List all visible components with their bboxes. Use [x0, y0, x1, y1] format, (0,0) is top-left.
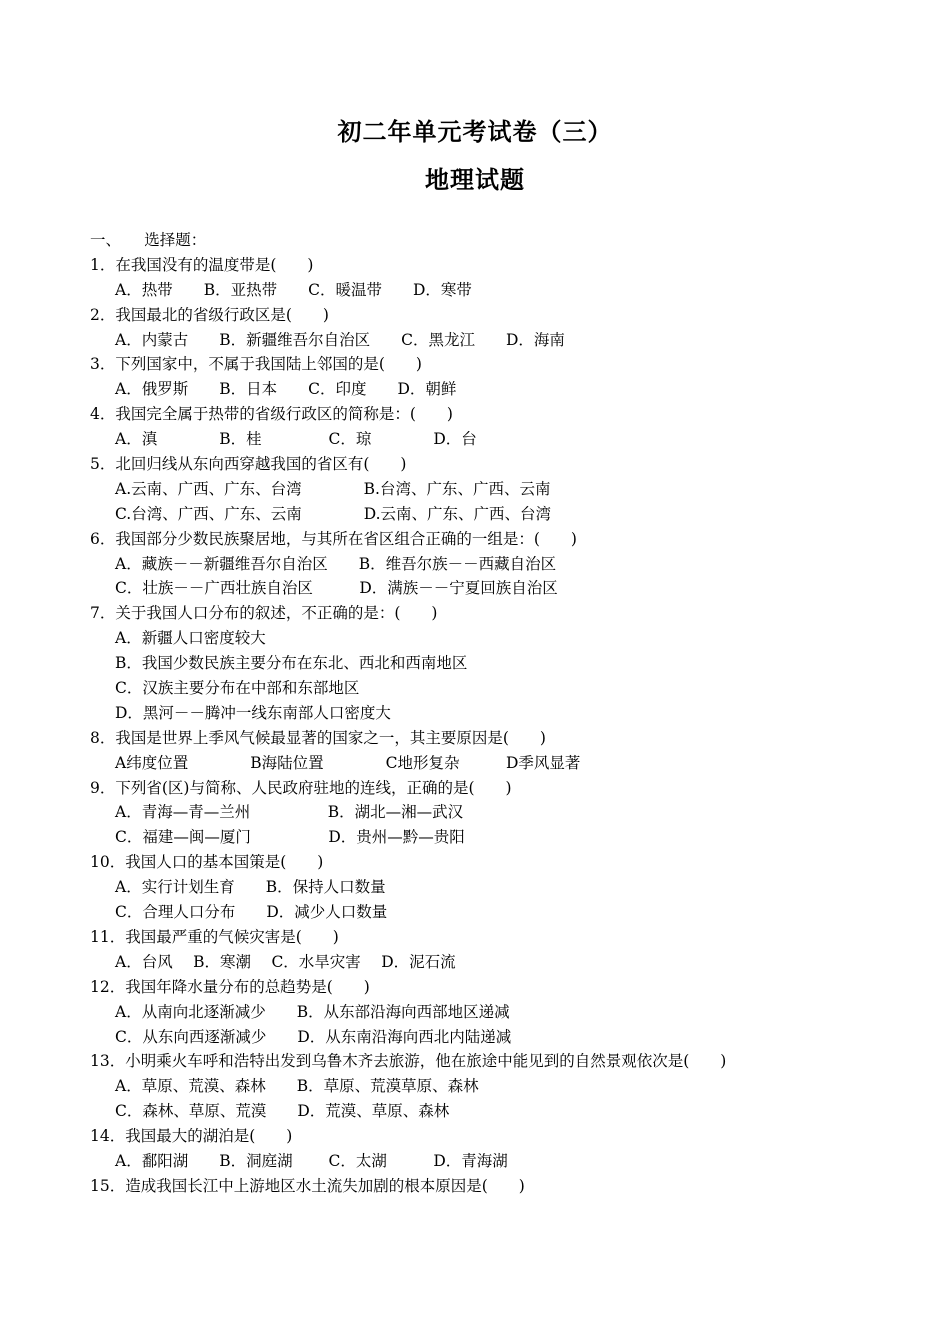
answer-options: C．汉族主要分布在中部和东部地区	[115, 679, 360, 698]
answer-options: A．青海—青—兰州 B．湖北—湘—武汉	[115, 803, 464, 822]
question-text: 10．我国人口的基本国策是( )	[90, 853, 324, 872]
answer-options: A．台风 B．寒潮 C．水旱灾害 D．泥石流	[115, 952, 456, 971]
exam-title: 初二年单元考试卷（三）	[337, 118, 613, 146]
exam-subtitle: 地理试题	[425, 166, 525, 194]
answer-options: C．合理人口分布 D．减少人口数量	[115, 903, 388, 922]
answer-options: C．从东向西逐渐减少 D．从东南沿海向西北内陆递减	[115, 1027, 512, 1046]
question-text: 15．造成我国长江中上游地区水土流失加剧的根本原因是( )	[90, 1176, 525, 1195]
answer-options: C．壮族－－广西壮族自治区 D．满族－－宁夏回族自治区	[115, 579, 558, 598]
answer-options: A．俄罗斯 B．日本 C．印度 D．朝鲜	[115, 380, 457, 399]
answer-options: C.台湾、广西、广东、云南 D.云南、广东、广西、台湾	[115, 504, 552, 523]
answer-options: A纬度位置 B海陆位置 C地形复杂 D季风显著	[115, 753, 581, 772]
answer-options: A．热带 B．亚热带 C．暖温带 D．寒带	[115, 280, 472, 299]
answer-options: A．内蒙古 B．新疆维吾尔自治区 C．黑龙江 D．海南	[115, 330, 565, 349]
question-text: 9．下列省(区)与简称、人民政府驻地的连线，正确的是( )	[90, 778, 512, 797]
question-text: 5．北回归线从东向西穿越我国的省区有( )	[90, 455, 407, 474]
answer-options: C．福建—闽—厦门 D．贵州—黔—贵阳	[115, 828, 465, 847]
answer-options: A．从南向北逐渐减少 B．从东部沿海向西部地区递减	[115, 1002, 510, 1021]
question-text: 14．我国最大的湖泊是( )	[90, 1127, 293, 1146]
answer-options: A．草原、荒漠、森林 B．草原、荒漠草原、森林	[115, 1077, 479, 1096]
question-text: 8．我国是世界上季风气候最显著的国家之一，其主要原因是( )	[90, 728, 546, 747]
answer-options: A.云南、广西、广东、台湾 B.台湾、广东、广西、云南	[115, 479, 551, 498]
answer-options: D．黑河－－腾冲一线东南部人口密度大	[115, 703, 391, 722]
question-text: 11．我国最严重的气候灾害是( )	[90, 927, 339, 946]
question-list	[90, 228, 910, 1199]
question-text: 1．在我国没有的温度带是( )	[90, 255, 314, 274]
question-text: 13．小明乘火车呼和浩特出发到乌鲁木齐去旅游，他在旅途中能见到的自然景观依次是( )	[90, 1052, 727, 1071]
answer-options: A．实行计划生育 B．保持人口数量	[115, 878, 386, 897]
question-text: 4．我国完全属于热带的省级行政区的简称是：( )	[90, 405, 453, 424]
question-text: 3．下列国家中，不属于我国陆上邻国的是( )	[90, 355, 422, 374]
answer-options: C．森林、草原、荒漠 D．荒漠、草原、森林	[115, 1102, 450, 1121]
answer-options: B．我国少数民族主要分布在东北、西北和西南地区	[115, 654, 468, 673]
answer-options: A．滇 B．桂 C．琼 D．台	[115, 430, 477, 449]
answer-options: A．藏族－－新疆维吾尔自治区 B．维吾尔族－－西藏自治区	[115, 554, 557, 573]
section-heading: 一、 选择题：	[90, 231, 207, 249]
question-text: 2．我国最北的省级行政区是( )	[90, 305, 329, 324]
question-text: 6．我国部分少数民族聚居地，与其所在省区组合正确的一组是：( )	[90, 529, 577, 548]
question-text: 12．我国年降水量分布的总趋势是( )	[90, 977, 370, 996]
answer-options: A．鄱阳湖 B．洞庭湖 C．太湖 D．青海湖	[115, 1151, 508, 1170]
question-text: 7．关于我国人口分布的叙述，不正确的是：( )	[90, 604, 438, 623]
answer-options: A．新疆人口密度较大	[115, 629, 266, 648]
